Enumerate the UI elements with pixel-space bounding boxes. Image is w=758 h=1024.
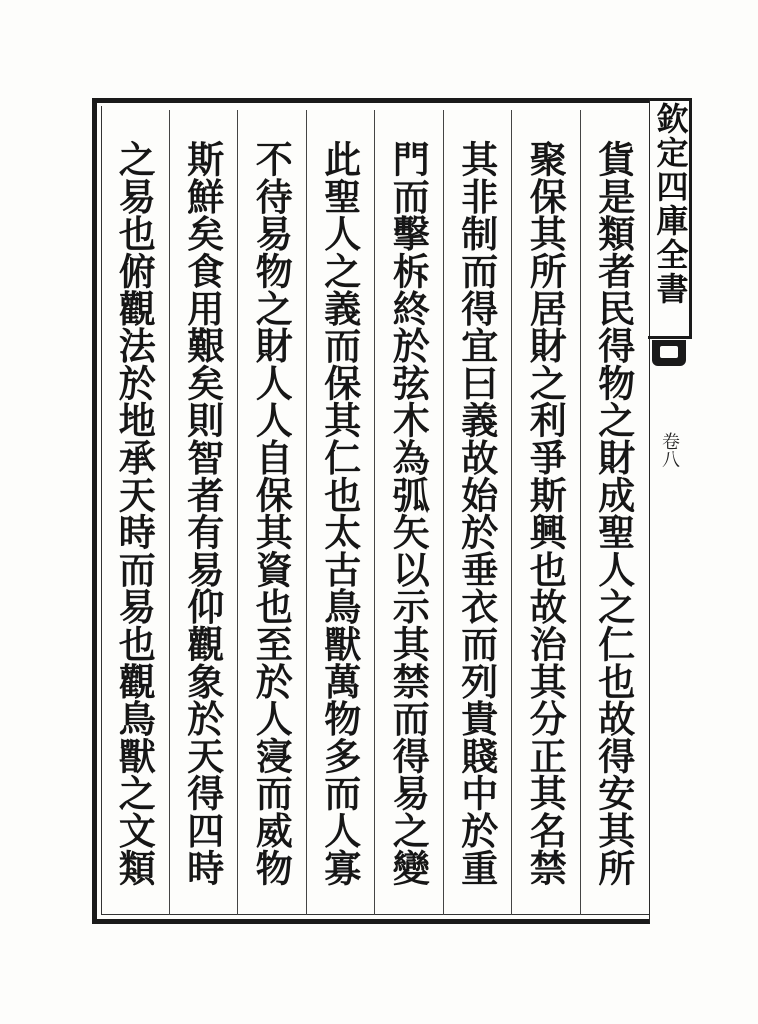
column-rule (443, 110, 444, 915)
fishtail-mark-inner (660, 346, 678, 358)
text-column: 斯鮮矣食用艱矣則智者有易仰觀象於天得四時 (180, 140, 225, 886)
volume-label-text: 卷八 (659, 432, 680, 468)
column-rule (169, 110, 170, 915)
text-column: 不待易物之財人人自保其資也至於人寖而威物 (249, 140, 294, 886)
column-rule (237, 110, 238, 915)
column-rule (374, 110, 375, 915)
column-rule (306, 110, 307, 915)
spine-title (652, 102, 688, 306)
text-column: 貨是類者民得物之財成聖人之仁也故得安其所 (591, 140, 636, 886)
text-column: 此聖人之義而保其仁也太古鳥獸萬物多而人寡 (317, 140, 362, 886)
text-column: 之易也俯觀法於地承天時而易也觀鳥獸之文類 (112, 140, 157, 886)
column-rule (511, 110, 512, 915)
spine-title-text: 欽定四庫全書 (651, 102, 690, 306)
column-rule (580, 110, 581, 915)
text-column: 聚保其所居財之利爭斯興也故治其分正其名禁 (523, 140, 568, 886)
inner-border-left (101, 106, 102, 914)
spine-divider (648, 336, 692, 339)
text-column: 門而擊柝終於弦木為弧矢以示其禁而得易之變 (386, 140, 431, 886)
volume-label (654, 432, 684, 468)
text-column: 其非制而得宜曰義故始於垂衣而列貴賤中於重 (454, 140, 499, 886)
